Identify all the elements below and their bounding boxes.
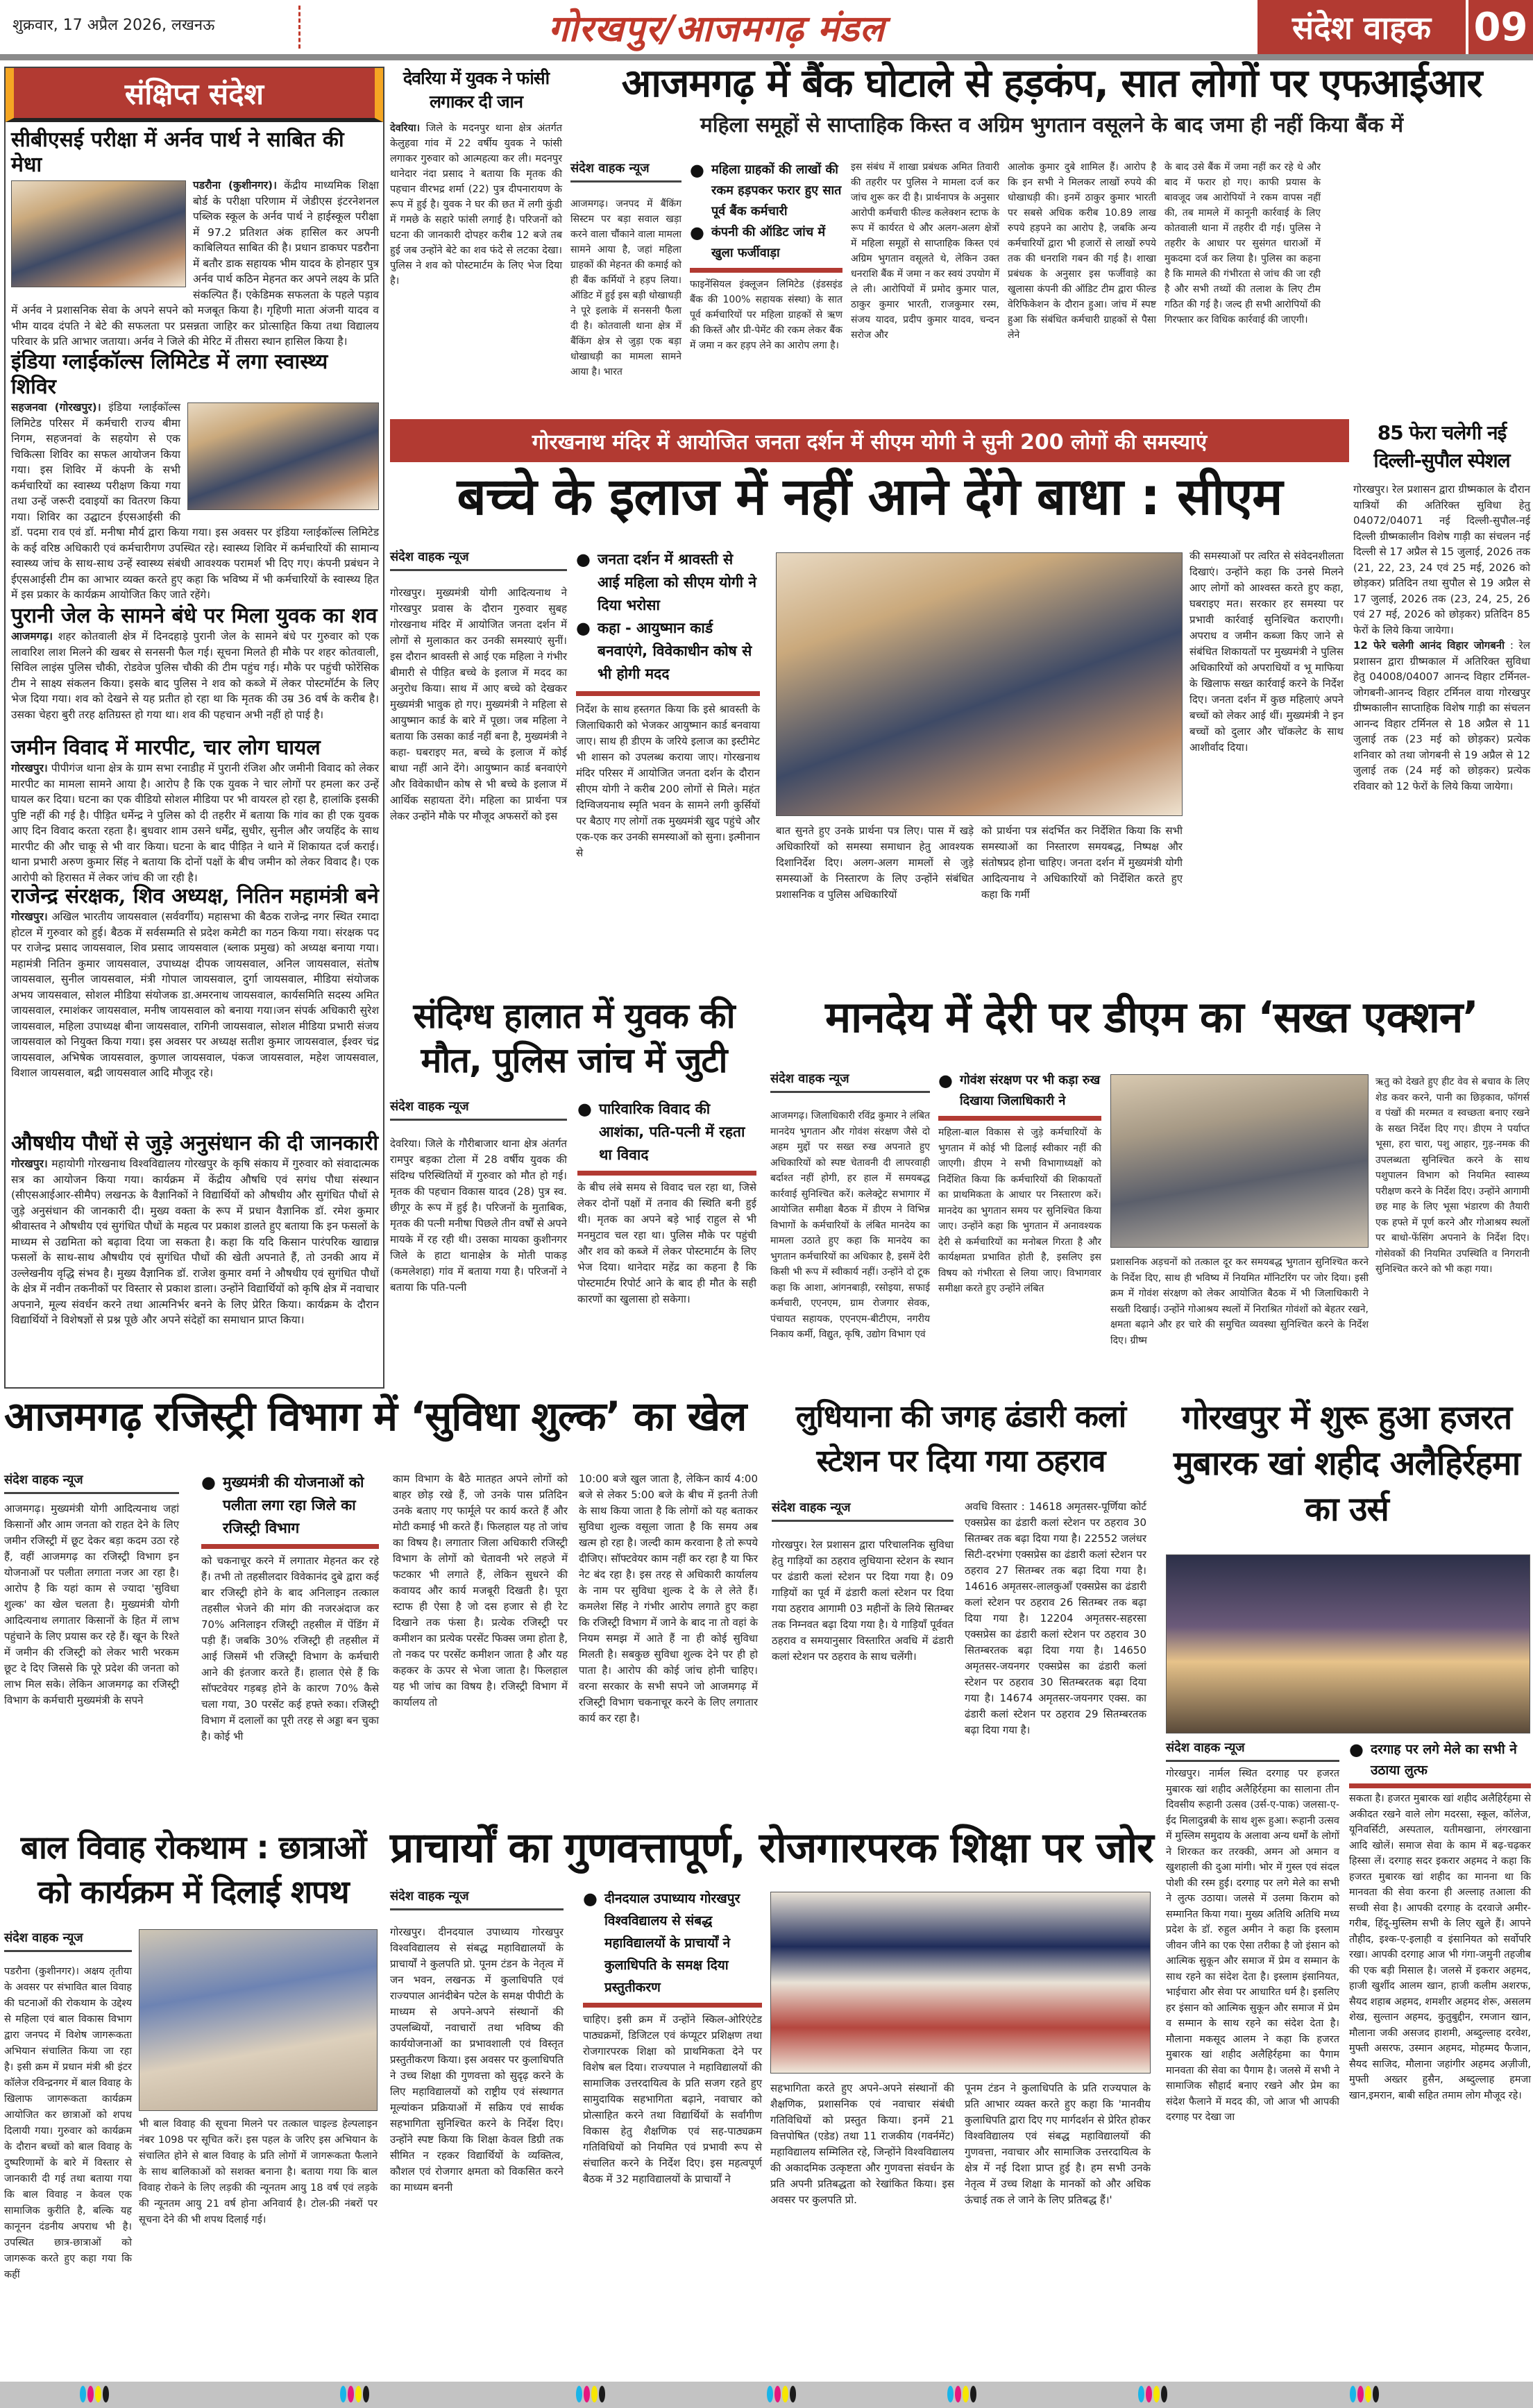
byline: संदेश वाहक न्यूज xyxy=(4,1471,179,1494)
story-column: इस संबंध में शाखा प्रबंधक अमित तिवारी की तहरीर पर पुलिस ने मामला दर्ज कर जांच शुरू कर दी है। प्रार्थनापत्र के अनुसार आरोपी कर्मचारी फील्ड कलेक्शन स्टाफ के रूप में कार्यरत थे और अलग-अलग क्षेत्रों में महिला समूहों से साप्ताहिक किस्त एवं अग्रिम भुगतान वसूलते थे, लेकिन उक्त धनराशि बैंक में जमा न कर स्वयं उपयोग में ले ली। आरोपियों में प्रमोद कुमार पाल, ठाकुर कुमार भारती, राजकुमार रस्म, संजय यादव, प्रदीप कुमार यादव, चन्दन सरोज और xyxy=(851,162,999,341)
story-title: बाल विवाह रोकथाम : छात्राओं को कार्यक्रम में दिलाई शपथ xyxy=(20,1829,366,1910)
brand-logo: संदेश वाहक xyxy=(1257,0,1466,54)
story-subtitle: महिला समूहों से साप्ताहिक किस्त व अग्रिम भुगतान वसूलने के बाद जमा ही नहीं किया बैंक में xyxy=(700,112,1404,137)
bullet-icon: ● xyxy=(201,1473,216,1492)
story-title: गोरखपुर में शुरू हुआ हजरत मुबारक खां शहीद अलैहिर्रहमा का उर्स xyxy=(1173,1398,1521,1529)
story-title: 85 फेरा चलेगी नई दिल्ली-सुपौल स्पेशल xyxy=(1373,421,1510,472)
story-column: गोरखपुर। दीनदयाल उपाध्याय गोरखपुर विश्वविद्यालय से संबद्ध महाविद्यालयों के प्राचार्यों ने कुलपति प्रो. पूनम टंडन के नेतृत्व में जन भवन, लखनऊ में कुलाधिपति एवं राज्यपाल आनंदीबेन पटेल के समक्ष पीपीटी के माध्यम से अपने-अपने संस्थानों की उपलब्धियों, नवाचारों तथा भविष्य की कार्ययोजनाओं का प्रभावशाली एवं विस्तृत प्रस्तुतीकरण किया। इस अवसर पर कुलाधिपति ने उच्च शिक्षा की गुणवत्ता को सुदृढ़ करने के लिए महाविद्यालयों को राष्ट्रीय एवं संस्थागत मूल्यांकन प्रक्रियाओं में सक्रिय एवं सार्थक सहभागिता सुनिश्चित करने के निर्देश दिए। उन्होंने स्पष्ट किया कि शिक्षा केवल डिग्री तक सीमित न रहकर विद्यार्थियों के व्यक्तित्व, कौशल एवं रोजगार क्षमता को विकसित करने का माध्यम बननी xyxy=(390,1926,564,2194)
story-subhead: 12 फेरे चलेगी आनंद विहार जोगबनी xyxy=(1353,639,1505,652)
brief-title: जमीन विवाद में मारपीट, चार लोग घायल xyxy=(11,736,321,760)
red-rule xyxy=(583,2003,762,2008)
brief-text: केंद्रीय माध्यमिक शिक्षा बोर्ड के परीक्षा परिणाम में जेडीएस इंटरनेशनल पब्लिक स्कूल के अर्नव पार्थ ने हाईस्कूल परीक्षा में 97.2 प्रतिशत अंक हासिल कर अपनी काबिलियत साबित की है। प्रधान डाकघर पडरौना में बतौर डाक सहायक भीम यादव के होनहार पुत्र अर्नव पार्थ कठिन मेहनत कर अपने लक्ष्य के प्रति संकल्पित हैं। एकेडिमक सफलता के पहले पड़ाव में अर्नव ने प्रशासनिक सेवा के अपने सपने को मजबूत किया है। गृहिणी माता अंजनी यादव व भीम यादव दंपति ने बेटे की सफलता पर प्रसन्नता जाहिर कर प्रोत्साहित किया तथा विद्यालय परिवार के प्रति आभार जताया। अर्नव ने जिले की मेरिट में तीसरा स्थान हासिल किया है। xyxy=(11,179,379,348)
bullet-text: दरगाह पर लगे मेले का सभी ने उठाया लुत्फ xyxy=(1370,1742,1517,1778)
brief-item xyxy=(11,128,379,350)
story-column: की समस्याओं पर त्वरित से संवेदनशीलता दिखाएं। उन्होंने कहा कि उनसे मिलने आए लोगों को आश्वस्त करते हुए कहा, घबराइए मत। सरकार हर समस्या पर प्रभावी कार्रवाई सुनिश्चित कराएगी। अपराध व जमीन कब्जा किए जाने से संबंधित शिकायतों पर मुख्यमंत्री ने पुलिस अधिकारियों को अपराधियों व भू माफिया के खिलाफ सख्त कार्रवाई करने के निर्देश दिए। जनता दर्शन में कुछ महिलाएं अपने बच्चों को लेकर आई थीं। मुख्यमंत्री ने इन बच्चों को दुलार और चॉकलेट के साथ आशीर्वाद दिया। xyxy=(1189,550,1344,754)
story-column: पूनम टंडन ने कुलाधिपति के प्रति राज्यपाल के प्रति आभार व्यक्त करते हुए कहा कि 'मानवीय कुलाधिपति द्वारा दिए गए मार्गदर्शन से प्रेरित होकर विश्वविद्यालय एवं संबद्ध महाविद्यालयों की गुणवत्ता, नवाचार और सामाजिक उत्तरदायित्व के क्षेत्र में नई दिशा प्राप्त हुई है। हम सभी उनके नेतृत्व में उच्च शिक्षा के मानकों को और अधिक ऊंचाई तक ले जाने के लिए प्रतिबद्ध हैं।' xyxy=(965,2082,1151,2206)
registration-mark xyxy=(767,2386,796,2402)
story-column: गोरखपुर। रेल प्रशासन द्वारा परिचालनिक सुविधा हेतु गाड़ियों का ठहराव लुधियाना स्टेशन के स्थान पर ढंडारी कलां स्टेशन पर दिया गया है। 09 गाड़ियों का पूर्व में ढंडारी कलां स्टेशन पर दिया गया ठहराव आगामी 03 महीनों के लिये सितम्बर तक निम्नवत बढ़ा दिया गया है। ये गाड़ियाँ पूर्ववत ठहराव व समयानुसार विस्तारित अवधि में ढंडारी कलां स्टेशन पर ठहराव के साथ चलेंगी। xyxy=(772,1538,954,1663)
story-column: भी बाल विवाह की सूचना मिलने पर तत्काल चाइल्ड हेल्पलाइन नंबर 1098 पर सूचित करें। इस पहल के जरिए इस अभियान के संचालित होने से बाल विवाह के प्रति लोगों में जागरूकता फैलाने के साथ बालिकाओं को सशक्त बनाना है। बताया गया कि बाल विवाह रोकने के लिए लड़की की न्यूनतम आयु 18 वर्ष एवं लड़के की न्यूनतम आयु 21 वर्ष होना अनिवार्य है। टोल-फ्री नंबरों पर सूचना देने की भी शपथ दिलाई गई। xyxy=(139,2119,378,2225)
story-text: गोरखपुर। रेल प्रशासन द्वारा ग्रीष्मकाल के दौरान यात्रियों की अतिरिक्त सुविधा हेतु 04072/04071 नई दिल्ली-सुपौल-नई दिल्ली ग्रीष्मकालीन विशेष गाड़ी का संचलन नई दिल्ली से 17 अप्रैल से 15 जुलाई, 2026 तक (21, 22, 23, 24 एवं 25 मई, 2026 को छोड़कर) प्रतिदिन तथा सुपौल से 19 अप्रैल से 17 जुलाई, 2026 तक (23, 24, 25, 26 एवं 27 मई, 2026 को छोड़कर) प्रतिदिन 85 फेरों के लिये किया जायेगा। xyxy=(1353,483,1530,636)
registration-strip xyxy=(0,2382,1533,2408)
bullet-icon: ● xyxy=(583,1889,598,1908)
story-bullets xyxy=(938,1070,1101,1112)
bullet-icon: ● xyxy=(690,223,704,242)
cm-col-2 xyxy=(576,548,760,978)
registration-mark xyxy=(576,2386,605,2402)
story-column: फाइनेंसियल इंक्लूजन लिमिटेड (इंडसइंड बैंक की 100% सहायक संस्था) के सात पूर्व कर्मचारियों पर महिला ग्राहकों से ऋण की किस्तें और प्री-पेमेंट की रकम लेकर बैंक में जमा न कर हड़प लेने का आरोप लगा है। xyxy=(690,279,842,351)
story-bank-scam xyxy=(570,62,1533,389)
story-deoria-suicide xyxy=(390,67,562,379)
brief-dateline: गोरखपुर। xyxy=(11,1158,48,1170)
bullet-text: गोवंश संरक्षण पर भी कड़ा रुख दिखाया जिलाधिकारी ने xyxy=(959,1073,1101,1108)
photo-principals-meeting xyxy=(770,1892,1151,2074)
story-bullets xyxy=(1349,1739,1531,1781)
story-column: सहभागिता करते हुए अपने-अपने संस्थानों की शैक्षणिक, प्रशासनिक एवं नवाचार संबंधी गतिविधियों को प्रस्तुत किया। इनमें 21 वित्तपोषित (एडेड) तथा 11 राजकीय (गवर्नमेंट) महाविद्यालय सम्मिलित रहे, जिन्होंने विश्वविद्यालय की अकादमिक उत्कृष्टता और गुणवत्ता संवर्धन के प्रति अपनी प्रतिबद्धता को रेखांकित किया। इस अवसर पर कुलपति प्रो. xyxy=(770,2082,954,2206)
story-bullets xyxy=(690,160,842,264)
bullet-icon: ● xyxy=(577,1099,592,1119)
brief-item xyxy=(11,884,379,1081)
brief-item xyxy=(11,736,379,885)
byline: संदेश वाहक न्यूज xyxy=(4,1929,132,1952)
byline: संदेश वाहक न्यूज xyxy=(1166,1739,1339,1762)
story-column: महिला-बाल विकास से जुड़े कर्मचारियों के भुगतान में कोई भी ढिलाई स्वीकार नहीं की जाएगी। डीएम ने सभी विभागाध्यक्षों को निर्देशित किया कि कर्मचारियों की शिकायतों का प्राथमिकता के आधार पर निस्तारण करें। मानदेय का भुगतान समय पर सुनिश्चित किया जाए। उन्होंने कहा कि भुगतान में अनावश्यक देरी से कर्मचारियों का मनोबल गिरता है और कार्यक्षमता प्रभावित होती है, इसलिए इस विषय को गंभीरता से लिया जाए। विभागवार समीक्षा करते हुए उन्होंने लंबित xyxy=(938,1127,1101,1294)
story-train-special xyxy=(1353,419,1530,988)
bullet-icon: ● xyxy=(576,618,591,638)
bullet-icon: ● xyxy=(576,550,591,569)
photo-health-camp xyxy=(187,402,379,510)
bullet-icon: ● xyxy=(938,1071,953,1090)
masthead-divider xyxy=(298,6,300,49)
photo-student-family xyxy=(11,180,186,287)
bullet-text: कंपनी की ऑडिट जांच में खुला फर्जीवाड़ा xyxy=(711,225,826,260)
story-bullets xyxy=(583,1888,762,1999)
brief-text: महायोगी गोरखनाथ विश्वविद्यालय गोरखपुर के कृषि संकाय में गुरुवार को संवादात्मक सत्र का आयोजन किया गया। कार्यक्रम में केंद्रीय औषधि एवं सगंध पौधा संस्थान (सीएसआईआर-सीमैप) लखनऊ के वैज्ञानिकों ने विद्यार्थियों को औषधीय और सुगंधित पौधों से जुड़े अनुसंधान की जानकारी दी। मुख्य वक्ता के रूप में प्रधान वैज्ञानिक डॉ. रमेश कुमार श्रीवास्तव ने औषधीय एवं सुगंधित पौधों के महत्व पर प्रकाश डालते हुए बताया कि इन फसलों के माध्यम से उद्यमिता को बढ़ावा दिया जा सकता है। कहा कि यदि किसान पारंपरिक खाद्यान्न फसलों के साथ-साथ औषधीय एवं सुगंधित पौधों की खेती अपनाते हैं, तो उनकी आय में उल्लेखनीय वृद्धि संभव है। मुख्य वैज्ञानिक डॉ. राजेश कुमार वर्मा ने औषधीय एवं सुगंधित पौधों के क्षेत्र में नवीन तकनीकों पर विस्तार से प्रकाश डाला। उन्होंने विद्यार्थियों को कृषि क्षेत्र में नवाचार अपनाने, मूल्य संवर्धन करने तथा आत्मनिर्भर बनने के लिए प्रेरित किया। कार्यक्रम के दौरान विद्यार्थियों ने विशेषज्ञों से प्रश्न पूछे और अपने संदेहों का समाधान प्राप्त किया। xyxy=(11,1158,379,1326)
photo-urs-dargah xyxy=(1166,1554,1530,1733)
story-title: संदिग्ध हालात में युवक की मौत, पुलिस जांच में जुटी xyxy=(413,996,735,1080)
brief-title: राजेन्द्र संरक्षक, शिव अध्यक्ष, नितिन महामंत्री बने xyxy=(11,884,379,908)
story-principals xyxy=(390,1825,1153,2380)
story-column: बात सुनते हुए उनके प्रार्थना पत्र लिए। पास में खड़े अधिकारियों को समस्या समाधान हेतु आवश्यक दिशानिर्देश दिए। अलग-अलग मामलों से जुड़े समस्याओं के निस्तारण के लिए उन्होंने संबंधित प्रशासनिक व पुलिस अधिकारियों xyxy=(776,824,974,901)
bullet-text: महिला ग्राहकों की लाखों की रकम हड़पकर फरार हुए सात पूर्व बैंक कर्मचारी xyxy=(711,162,842,219)
byline: संदेश वाहक न्यूज xyxy=(390,1098,567,1121)
story-column: को चकनाचूर करने में लगातार मेहनत कर रहे हैं। तभी तो तहसीलदार विवेकानंद दुबे द्वारा कई बार रजिस्ट्री होने के बाद अनिलाइन तत्काल तहसील भेजने की मांग की नजरअंदाज कर 70% अनिलाइन रजिस्ट्री तहसील में पेंडिंग में पड़ी हैं। जबकि 30% रजिस्ट्री ही तहसील में आई जिसमें भी रजिस्ट्री विभाग के कर्मचारी आने की इंतजार करते हैं। हालात ऐसे हैं कि सॉफ्टवेयर गड़बड़ होने के कारण 70% कैसे चला गया, 30 परसेंट कई हफ्ते रुका। रजिस्ट्री विभाग में दलालों का पूरी तरह से अड्डा बन चुका है। कोई भी xyxy=(201,1554,379,1743)
brief-text: इंडिया ग्लाईकॉल्स लिमिटेड परिसर में कर्मचारी राज्य बीमा निगम, सहजनवां के सहयोग से एक चिकित्सा शिविर का सफल आयोजन किया गया। इस शिविर में कंपनी के सभी कर्मचारियों का स्वास्थ्य परीक्षण किया गया तथा उन्हें जरूरी दवाइयों का वितरण किया गया। शिविर का उद्घाटन ईएसआईसी की डॉ. पदमा राव एवं डॉ. मनीषा मौर्य द्वारा किया गया। इस अवसर पर इंडिया ग्लाईकॉल्स लिमिटेड के कई वरिष्ठ अधिकारी एवं कर्मचारीगण उपस्थित रहे। स्वास्थ्य शिविर में कर्मचारियों की सामान्य स्वास्थ्य जांच के साथ-साथ उन्हें स्वास्थ्य संबंधी आवश्यक परामर्श भी दिए गए। कंपनी प्रबंधन ने ईएसआईसी टीम का आभार व्यक्त करते हुए कहा कि भविष्य में भी कर्मचारियों के स्वास्थ्य हित में इस प्रकार के कार्यक्रम आयोजित किए जाते रहेंगे। xyxy=(11,401,379,601)
story-dm-action xyxy=(770,994,1533,1389)
red-rule xyxy=(690,268,842,273)
brief-title: सीबीएसई परीक्षा में अर्नव पार्थ ने साबित की मेधा xyxy=(11,128,344,177)
story-text: जिले के मदनपुर थाना क्षेत्र अंतर्गत केलुहवा गांव में 22 वर्षीय युवक ने फांसी लगाकर गुरुवार को आत्महत्या कर ली। मदनपुर थानेदार नंदा प्रसाद ने बताया कि मृतक की पहचान वीरभद्र शर्मा (22) पुत्र दीपनारायण के रूप में हुई है। युवक ने घर की छत में लगी कुंडी में गमछे के सहारे फांसी लगाई है। परिजनों को घटना की जानकारी दोपहर करीब 12 बजे तब हुई जब उन्होंने बेटे का शव फंदे से लटका देखा। पुलिस ने शव को पोस्टमार्टम के लिए भेज दिया है। xyxy=(390,123,562,287)
brief-text: अखिल भारतीय जायसवाल (सर्ववर्गीय) महासभा की बैठक राजेन्द्र नगर स्थित रमादा होटल में गुरुवार को हुई। बैठक में सर्वसम्मति से प्रदेश कमेटी का गठन किया गया। संरक्षक पद पर राजेन्द्र प्रसाद जायसवाल, शिव प्रसाद जायसवाल (ब्लाक प्रमुख) को अध्यक्ष बनाया गया। महामंत्री नितिन कुमार जायसवाल, उपाध्यक्ष दीपक जायसवाल, अनिल जायसवाल, संतोष जायसवाल, सुनील जायसवाल, मंत्री गोपाल जायसवाल, दुर्गा जायसवाल, मीडिया संयोजक अभय जायसवाल, सोशल मीडिया संयोजक डा.अमरनाथ जायसवाल, कार्यसमिति सदस्य अमित जायसवाल, रमाशंकर जायसवाल, मनीष जायसवाल को बनाया गया।जन संपर्क अधिकारी सुरेश जायसवाल, महिला उपाध्यक्ष बीना जायसवाल, रागिनी जायसवाल, सोशल मीडिया प्रभारी संजय जायसवाल को नियुक्त किया गया। इस अवसर पर अध्यक्ष सतीश कुमार जायसवाल, ईश्वर चंद्र जायसवाल, अभिषेक जायसवाल, कुणाल जायसवाल, पंकज जायसवाल, महेश जायसवाल, विशाल जायसवाल, बद्री जायसवाल आदि मौजूद रहे। xyxy=(11,910,379,1079)
story-column: ऋतु को देखते हुए हीट वेव से बचाव के लिए शेड कवर करने, पानी का छिड़काव, फॉगर्स व पंखों की मरम्मत व स्वच्छता बनाए रखने के सख्त निर्देश दिए गए। डीएम ने पर्याप्त भूसा, हरा चारा, पशु आहार, गुड़-नमक की उपलब्धता सुनिश्चित करने के साथ पशुपालन विभाग को नियमित स्वास्थ्य परीक्षण करने के निर्देश दिए। उन्होंने आगामी छह माह के लिए भूसा भंडारण की तैयारी एक हफ्ते में पूर्ण करने और गोआश्रय स्थलों पर बाधो-फेंसिंग अपनाने के निर्देश दिए। गोसेवकों की नियमित उपस्थिति व निगरानी सुनिश्चित करने को भी कहा गया। xyxy=(1375,1076,1530,1275)
story-column: देवरिया। जिले के गौरीबाजार थाना क्षेत्र अंतर्गत रामपुर बड़का टोला में 28 वर्षीय युवक की संदिग्ध परिस्थितियों में गुरुवार को मौत हो गई। मृतक की पहचान विकास यादव (28) पुत्र स्व. छीगूर के रूप में हुई है। परिजनों के मुताबिक, मृतक की पत्नी मनीषा पिछले तीन वर्षों से अपने मायके में रह रही थी। उसका मायका कुशीनगर जिले के हाटा थानाक्षेत्र के मोती पाकड़ (कमलेशहा) गांव में बताया गया है। परिजनों ने बताया कि पति-पत्नी xyxy=(390,1137,567,1294)
page-number: 09 xyxy=(1466,0,1533,54)
red-rule xyxy=(576,691,760,696)
bullet-text: कहा - आयुष्मान कार्ड बनवाएंगे, विवेकाधीन कोष से भी होगी मदद xyxy=(597,620,752,682)
brief-dateline: आजमगढ़। xyxy=(11,630,53,643)
story-title: मानदेय में देरी पर डीएम का ‘सख्त एक्शन’ xyxy=(825,992,1478,1042)
registration-mark xyxy=(947,2386,976,2402)
story-child-marriage xyxy=(4,1825,382,2380)
story-column: काम विभाग के बैठे मातहत अपने लोगों को बाहर छोड़ रखे हैं, जो उनके पास प्रतिदिन उनके बताए गए फार्मूले पर कार्य करते हैं और मोटी कमाई भी करते हैं। फिलहाल यह तो जांच का विषय है। लगातार जिला अधिकारी रजिस्ट्री विभाग के लोगों को चेतावनी भरे लहजे में फटकार भी लगाते हैं, लेकिन सुधरने की कवायद और कार्य मजबूरी दिखती है। पूरा स्टाफ ही ऐसा है जो दस हजार से ही रेट दिखाने तक फंसा है। प्रत्येक रजिस्ट्री पर कमीशन का प्रत्येक परसेंट फिक्स जमा होता है, तो नकद पर परसेंट कमीशन जाता है और यह कहकर के ऊपर से भेजा जाता है। फिलहाल यह भी जांच का विषय है। रजिस्ट्री विभाग में कार्यालय तो xyxy=(393,1473,568,1709)
story-urs xyxy=(1160,1395,1533,2380)
brief-dateline: गोरखपुर। xyxy=(11,762,48,774)
registration-mark xyxy=(340,2386,369,2402)
bullet-text: मुख्यमंत्री की योजनाओं को पलीता लगा रहा जिले का रजिस्ट्री विभाग xyxy=(222,1474,364,1536)
story-column: आलोक कुमार दुबे शामिल हैं। आरोप है कि इन सभी ने मिलकर लाखों रुपये की धोखाधड़ी की। इनमें ठाकुर कुमार भारती पर सबसे अधिक करीब 10.89 लाख रुपये हड़पने का आरोप है, जबकि अन्य कर्मचारियों द्वारा भी हजारों से लाखों रुपये तक की धनराशि गबन की गई है। शाखा प्रबंधक के अनुसार इस फर्जीवाड़े का खुलासा कंपनी की ऑडिट टीम द्वारा फील्ड वेरिफिकेशन के दौरान हुआ। जांच में स्पष्ट हुआ कि संबंधित कर्मचारी ग्राहकों से पैसा लेने xyxy=(1008,162,1156,341)
story-column: पडरौना (कुशीनगर)। अक्षय तृतीया के अवसर पर संभावित बाल विवाह की घटनाओं की रोकथाम के उद्देश्य से महिला एवं बाल विकास विभाग द्वारा जनपद में विशेष जागरूकता अभियान संचालित किया जा रहा है। इसी क्रम में प्रधान मंत्री श्री इंटर कॉलेज रविन्द्रनगर में बाल विवाह के खिलाफ जागरूकता कार्यक्रम आयोजित कर छात्राओं को शपथ दिलायी गया। गुरुवार को कार्यक्रम के दौरान बच्चों को बाल विवाह के दुष्परिणामों के बारे में विस्तार से जानकारी दी गई तथा बताया गया कि बाल विवाह न केवल एक सामाजिक कुरीति है, बल्कि यह कानूनन दंडनीय अपराध भी है। उपस्थित छात्र-छात्राओं को जागरूक करते हुए कहा गया कि कहीं xyxy=(4,1966,132,2280)
story-bullets xyxy=(577,1098,756,1167)
story-registry xyxy=(4,1395,761,1797)
registration-mark xyxy=(1350,2386,1379,2402)
story-suspicious-death xyxy=(390,994,758,1389)
story-bullets xyxy=(576,548,760,686)
story-column: निर्देश के साथ हस्तगत किया कि इसे श्रावस्ती के जिलाधिकारी को भेजकर आयुष्मान कार्ड बनवाया जाए। साथ ही डीएम के जरिये इलाज का इस्टीमेट भी शासन को उपलब्ध कराया जाए। गोरखनाथ मंदिर परिसर में आयोजित जनता दर्शन के दौरान सीएम योगी ने करीब 200 लोगों से मिले। महंत दिग्विजयनाथ स्मृति भवन के सामने लगी कुर्सियों पर बैठाए गए लोगों तक मुख्यमंत्री खुद पहुंचे और एक-एक कर उनकी समस्याओं को सुना। इत्मीनान से xyxy=(576,703,760,859)
byline: संदेश वाहक न्यूज xyxy=(390,548,567,571)
bullet-text: जनता दर्शन में श्रावस्ती से आई महिला को सीएम योगी ने दिया भरोसा xyxy=(597,551,757,613)
brief-dateline: सहजनवा (गोरखपुर)। xyxy=(11,401,101,414)
brief-item xyxy=(11,604,379,722)
red-rule xyxy=(938,1116,1101,1121)
story-title-cm: बच्चे के इलाज में नहीं आने देंगे बाधा : सीएम xyxy=(457,467,1282,527)
story-column: गोरखपुर। नार्मल स्थित दरगाह पर हजरत मुबारक खां शहीद अलैहिर्रहमा का सालाना तीन दिवसीय रूहानी उत्सव (उर्स-ए-पाक) जलसा-ए-ईद मिलादुन्नबी के साथ शुरू हुआ। रूहानी उत्सव में मुस्लिम समुदाय के अलावा अन्य धर्मों के लोगों ने शिरकत कर तरक्की, अमन ओ अमान व खुशहाली की दुआ मांगी। भोर में गुस्ल एवं संदल पोशी की रस्म हुई। दरगाह पर लगे मेले का सभी ने लुत्फ उठाया। जलसे में उलमा किराम को सम्मानित किया गया। मुख्य अतिथि अतिथि मध्य प्रदेश के डॉ. रुहुल अमीन ने कहा कि इस्लाम जीवन जीने का एक ऐसा तरीका है जो इंसान को आत्मिक सुकून और समाज में प्रेम व सम्मान के साथ रहने का संदेश देता है। इस्लाम इंसानियत, भाईचारा और सेवा पर आधारित धर्म है। इसलिए हर इंसान को आत्मिक सुकून और समाज में प्रेम व सम्मान के साथ रहने का संदेश देता है। मौलाना मकसूद आलम ने कहा कि हजरत मुबारक खां शहीद अलैहिर्रहमा का पैगाम मानवता की सेवा का पैगाम है। जलसे में सभी ने सामाजिक सौहार्द बनाए रखने और प्रेम का संदेश फैलाने में मदद की, जो आज भी आपकी दरगाह पर देखा जा xyxy=(1166,1768,1339,2123)
story-title: देवरिया में युवक ने फांसी लगाकर दी जान xyxy=(403,68,550,112)
byline: संदेश वाहक न्यूज xyxy=(570,160,681,183)
brief-title: औषधीय पौधों से जुड़े अनुसंधान की दी जानकारी xyxy=(11,1131,379,1155)
bullet-text: पारिवारिक विवाद की आशंका, पति-पत्नी में रहता था विवाद xyxy=(598,1101,745,1163)
bullet-icon: ● xyxy=(690,160,704,180)
kicker-banner: गोरखनाथ मंदिर में आयोजित जनता दर्शन में सीएम योगी ने सुनी 200 लोगों की समस्याएं xyxy=(390,419,1349,462)
registration-mark xyxy=(1138,2386,1167,2402)
brief-text: शहर कोतवाली क्षेत्र में दिनदहाड़े पुरानी जेल के सामने बंधे पर गुरुवार को एक लावारिश लाश मिलने की खबर से सनसनी फैल गई। सूचना मिलते ही मौके पर शहर कोतवाली, सिविल लाइंस पुलिस चौकी, रोडवेज पुलिस चौकी की टीम पहुंच गई। मौके पर पहुंची फोरेंसिक टीम ने साक्ष्य संकलन किया। इसके बाद पुलिस ने शव को कब्जे में लेकर पोस्टमॉर्टम के लिए भेज दिया गया। शव को देखने से यह प्रतीत हो रहा था कि मृतक की उम्र 36 वर्ष के करीब है। उसका चेहरा बुरी तरह क्षतिग्रस्त हो गया था। शव की पहचान अभी नहीं हो पाई है। xyxy=(11,630,379,721)
byline: संदेश वाहक न्यूज xyxy=(770,1070,930,1093)
story-dateline: देवरिया। xyxy=(390,123,421,134)
brief-text: पीपीगंज थाना क्षेत्र के ग्राम सभा रनाडीह में पुरानी रंजिश और जमीनी विवाद को लेकर मारपीट का मामला सामने आया है। आरोप है कि एक युवक ने चार लोगों पर हमला कर उन्हें घायल कर दिया। घटना का एक वीडियो सोशल मीडिया पर भी वायरल हो रहा है, हालांकि इसकी पुष्टि नहीं की गई है। पीड़ित धर्मेन्द्र ने पुलिस को दी तहरीर में बताया कि गांव का ही एक युवक आए दिन विवाद करता रहता है। बुधवार शाम उसने धर्मेंद्र, सुधीर, सुनील और जयहिंद के साथ मारपीट की और चाकू से भी वार किया। घटना के बाद पीड़ित ने थाने में शिकायत दर्ज कराई। थाना प्रभारी अरुण कुमार सिंह ने बताया कि दोनों पक्षों के बीच जमीन को लेकर विवाद है। एक आरोपी को हिरासत में लेकर जांच की जा रही है। xyxy=(11,762,379,884)
story-column: गोरखपुर। मुख्यमंत्री योगी आदित्यनाथ ने गोरखपुर प्रवास के दौरान गुरुवार सुबह गोरखनाथ मंदिर में आयोजित जनता दर्शन में लोगों से मुलाकात कर उनकी समस्याएं सुनीं। इस दौरान श्रावस्ती से आई एक महिला ने गंभीर बीमारी से पीड़ित बच्चे के इलाज में मदद का अनुरोध किया। साथ में आए बच्चे को देखकर मुख्यमंत्री भावुक हो गए। मुख्यमंत्री ने महिला से आयुष्मान कार्ड के बारे में पूछा। जब महिला ने बताया कि उसका कार्ड नहीं बना है, मुख्यमंत्री ने कहा- घबराइए मत, बच्चे के इलाज में कोई बाधा नहीं आने देंगे। आयुष्मान कार्ड बनवाएंगे और विवेकाधीन कोष से भी बच्चे के इलाज में आर्थिक सहायता देंगे। महिला का प्रार्थना पत्र लेकर उन्होंने मौके पर मौजूद अफसरों को इस xyxy=(390,586,567,822)
brief-item xyxy=(11,1131,379,1328)
brief-title: इंडिया ग्लाईकॉल्स लिमिटेड में लगा स्वास्थ्य शिविर xyxy=(11,350,328,399)
date-line: शुक्रवार, 17 अप्रैल 2026, लखनऊ xyxy=(12,17,215,34)
story-title: आजमगढ़ रजिस्ट्री विभाग में ‘सुविधा शुल्क’ का खेल xyxy=(4,1393,747,1440)
bullet-text: दीनदयाल उपाध्याय गोरखपुर विश्वविद्यालय से संबद्ध महाविद्यालयों के प्राचार्यों ने कुलाधिपति के समक्ष दिया प्रस्तुतीकरण xyxy=(604,1891,740,1995)
registration-mark xyxy=(80,2386,109,2402)
briefs-column xyxy=(4,67,384,1389)
masthead xyxy=(0,0,1533,54)
story-column: को प्रार्थना पत्र संदर्भित कर निर्देशित किया कि सभी समस्याओं का निस्तारण समयबद्ध, निष्पक्ष और संतोषप्रद होना चाहिए। जनता दर्शन में मुख्यमंत्री योगी आदित्यनाथ ने अधिकारियों को निर्देशित करते हुए कहा कि गर्मी xyxy=(981,824,1183,901)
section-title: गोरखपुर/आजमगढ़ मंडल xyxy=(548,8,885,50)
story-column: के बाद उसे बैंक में जमा नहीं कर रहे थे और बाद में फरार हो गए। काफी प्रयास के बावजूद जब आरोपियों ने रकम वापस नहीं की, तब मामले में कानूनी कार्रवाई के लिए कोतवाली थाना में तहरीर दी गई। पुलिस ने तहरीर के आधार पर सुसंगत धाराओं में मुकदमा दर्ज कर लिया है। पुलिस का कहना है कि मामले की गंभीरता से जांच की जा रही है और सभी तथ्यों की तलाश के लिए टीम गठित की गई है। जल्द ही सभी आरोपियों की गिरफ्तार कर विधिक कार्रवाई की जाएगी। xyxy=(1164,162,1321,325)
byline: संदेश वाहक न्यूज xyxy=(772,1499,954,1522)
story-column: 10:00 बजे खुल जाता है, लेकिन कार्य 4:00 बजे से लेकर 5:00 बजे के बीच में इतनी तेजी के साथ किया जाता है कि लोगों को यह बताकर सुविधा शुल्क वसूला जाता है कि समय अब खत्म हो रहा है। जल्दी काम करवाना है तो रूपये दीजिए। सॉफ्टवेयर काम नहीं कर रहा है या फिर नेट बंद रहा है। इस तरह से अधिकारी कार्यालय के नाम पर सुविधा शुल्क दे के ले लेते हैं। कमलेश सिंह ने गंभीर आरोप लगाते हुए कहा कि रजिस्ट्री विभाग में जाने के बाद ना तो वहां के नियम समझ में आते हैं ना ही कोई सुविधा मिलती है। सबकुछ सुविधा शुल्क देने पर ही हो पाता है। आरोप की कोई जांच होनी चाहिए। वरना सरकार के सभी सपने जो आजमगढ़ में रजिस्ट्री विभाग चकनाचूर करने के लिए लगातार कार्य कर रहा है। xyxy=(579,1473,758,1724)
story-bullets xyxy=(201,1471,379,1540)
brief-title: पुरानी जेल के सामने बंधे पर मिला युवक का शव xyxy=(11,604,378,628)
bullet-icon: ● xyxy=(1349,1740,1364,1759)
briefs-banner: संक्षिप्त संदेश xyxy=(6,68,383,122)
brief-dateline: गोरखपुर। xyxy=(11,910,48,923)
photo-cm-janata-darshan xyxy=(776,552,1183,816)
story-title: आजमगढ़ में बैंक घोटाले से हड़कंप, सात लोगों पर एफआईआर xyxy=(621,61,1482,106)
story-text: : रेल प्रशासन द्वारा ग्रीष्मकाल में अतिरिक्त सुविधा हेतु 04008/04007 आनन्द विहार टर्मिनल-जोगबनी-आनन्द विहार टर्मिनल वाया गोरखपुर ग्रीष्मकालीन साप्ताहिक विशेष गाड़ी का संचलन आनन्द विहार टर्मिनल से 18 अप्रैल से 11 जुलाई तक (23 मई को छोड़कर) प्रत्येक शनिवार को तथा जोगबनी से 19 अप्रैल से 12 जुलाई तक (24 मई को छोड़कर) प्रत्येक रविवार को 12 फेरों के लिये किया जायेगा। xyxy=(1353,639,1530,792)
brief-dateline: पडरौना (कुशीनगर)। xyxy=(193,179,277,192)
red-rule xyxy=(577,1171,756,1176)
story-column: आजमगढ़। जिलाधिकारी रविंद्र कुमार ने लंबित मानदेय भुगतान और गोवंश संरक्षण जैसे दो अहम मुद्दों पर सख्त रुख अपनाते हुए अधिकारियों को स्पष्ट चेतावनी दी लापरवाही बर्दाश्त नहीं होगी, हर हाल में समयबद्ध कार्रवाई सुनिश्चित करें। कलेक्ट्रेट सभागार में आयोजित समीक्षा बैठक में डीएम ने विभिन्न विभागों के कर्मचारियों के लंबित मानदेय का मामला उठाते हुए कहा कि मानदेय का भुगतान कर्मचारियों का अधिकार है, इसमें देरी किसी भी रूप में स्वीकार्य नहीं। उन्होंने दो टूक कहा कि आशा, आंगनबाड़ी, रसोइया, सफाई कर्मचारी, एएनएम, ग्राम रोजगार सेवक, पंचायत सहायक, एएनएम-बीटीएम, नगरीय निकाय कर्मी, विद्युत, कृषि, उद्योग विभाग एवं xyxy=(770,1110,930,1340)
story-column: सकता है। हजरत मुबारक खां शहीद अलैहिर्रहमा से अकीदत रखने वाले लोग मदरसा, स्कूल, कॉलेज, यूनिवर्सिटी, अस्पताल, यतीमखाना, लंगरखाना आदि खोलें। समाज सेवा के काम में बढ़-चढ़कर हिस्सा लें। दरगाह सदर इकरार अहमद ने कहा कि हजरत मुबारक खां शहीद का मानना था कि मानवता की सेवा करना ही अल्लाह तआला की सच्ची सेवा है। आपकी दरगाह के दरवाजे अमीर-गरीब, हिंदू-मुस्लिम सभी के लिए खुले हैं। आपने तौहीद, इश्क-ए-इलाही व इंसानियत को सर्वोपरि रखा। आपकी दरगाह आज भी गंगा-जमुनी तहजीब की एक बड़ी मिसाल है। जलसे में इकरार अहमद, हाजी खुर्शीद आलम खान, हाजी कलीम अशरफ, सैयद शहाब अहमद, शमशीर अहमद शेरू, असलम शेख, सुल्तान अहमद, कुतुबुद्दीन, रमजान खान, मौलाना जकी असजद हाशमी, अब्दुल्लाह दरवेश, मुफ्ती असरफ, उस्मान अहमद, मोहम्मद फैजान, सैयद साजिद, मौलाना जहांगीर अहमद अज़ीजी, मुफ्ती अख्तर हुसैन, अब्दुल्लाह हमजा खान,इमरान, बाबी सहित तमाम लोग मौजूद रहे। xyxy=(1349,1793,1531,2101)
red-rule xyxy=(1349,1783,1531,1788)
story-column: आजमगढ़। जनपद में बैंकिंग सिस्टम पर बड़ा सवाल खड़ा करने वाला चौंकाने वाला मामला सामने आया है, जहां महिला ग्राहकों की मेहनत की कमाई को ही बैंक कर्मियों ने हड़प लिया। ऑडिट में हुई इस बड़ी धोखाधड़ी ने पूरे इलाके में सनसनी फैला दी है। कोतवाली थाना क्षेत्र में बैंकिंग क्षेत्र से जुड़ा एक बड़ा धोखाधड़ी का मामला सामने आया है। भारत xyxy=(570,198,681,378)
story-column: आजमगढ़। मुख्यमंत्री योगी आदित्यनाथ जहां किसानों और आम जनता को राहत देने के लिए जमीन रजिस्ट्री में छूट देकर बड़ा कदम उठा रहे हैं, वहीं आजमगढ़ का रजिस्ट्री विभाग इन योजनाओं पर पलीता लगाता नजर आ रहा है। आरोप है कि यहां काम से ज्यादा 'सुविधा शुल्क' का खेल चलता है। मुख्यमंत्री योगी आदित्यनाथ लगातार किसानों के हित में लाभ पहुंचाने के लिए प्रयास कर रहे हैं। खून के रिश्ते में जमीन की रजिस्ट्री को लेकर भारी भरकम छूट दे दिए जिससे कि पूरे प्रदेश की जनता को लाभ मिल सके। लेकिन आजमगढ़ का रजिस्ट्री विभाग के कर्मचारी मुख्यमंत्री के सपने xyxy=(4,1502,179,1706)
brief-item xyxy=(11,350,379,603)
photo-dm-meeting xyxy=(1110,1074,1369,1248)
masthead-rule xyxy=(0,54,1533,60)
story-title: प्राचार्यों का गुणवत्तापूर्ण, रोजगारपरक शिक्षा पर जोर xyxy=(390,1824,1153,1872)
story-column: प्रशासनिक अड़चनों को तत्काल दूर कर समयबद्ध भुगतान सुनिश्चित करने के निर्देश दिए, साथ ही भविष्य में नियमित मॉनिटरिंग पर जोर दिया। इसी क्रम में गोवंश संरक्षण को लेकर आयोजित बैठक में भी जिलाधिकारी ने सख्ती दिखाई। उन्होंने गोआश्रय स्थलों में निराश्रित गोवंशों को बेहतर रखने, क्षमता बढ़ाने और हर चारे की समुचित व्यवस्था सुनिश्चित करने के निर्देश दिए। ग्रीष्म xyxy=(1110,1257,1369,1346)
story-column: चाहिए। इसी क्रम में उन्होंने स्किल-ओरिएंटेड पाठ्यक्रमों, डिजिटल एवं कंप्यूटर प्रशिक्षण तथा रोजगारपरक शिक्षा को प्राथमिकता देने पर विशेष बल दिया। राज्यपाल ने महाविद्यालयों की सामाजिक उत्तरदायित्व के प्रति सजग रहते हुए सामुदायिक सहभागिता बढ़ाने, नवाचार को प्रोत्साहित करने तथा विद्यार्थियों के सर्वांगीण विकास हेतु शैक्षणिक एवं सह-पाठ्यक्रम गतिविधियों को नियमित एवं प्रभावी रूप से संचालित करने के निर्देश दिए। इस महत्वपूर्ण बैठक में 32 महाविद्यालयों के प्राचार्यों ने xyxy=(583,2013,762,2185)
photo-students-rally xyxy=(139,1929,378,2111)
byline: संदेश वाहक न्यूज xyxy=(390,1888,564,1910)
story-title: लुधियाना की जगह ढंडारी कलां स्टेशन पर दिया गया ठहराव xyxy=(795,1399,1126,1479)
cm-col-1 xyxy=(390,548,567,978)
red-rule xyxy=(201,1544,379,1549)
story-ludhiana xyxy=(772,1395,1150,1825)
story-column: के बीच लंबे समय से विवाद चल रहा था, जिसे लेकर दोनों पक्षों में तनाव की स्थिति बनी हुई थी। मृतक का अपने बड़े भाई राहुल से भी मनमुटाव चल रहा था। पुलिस मौके पर पहुंची और शव को कब्जे में लेकर पोस्टमार्टम के लिए भेज दिया। थानेदार महेंद्र का कहना है कि पोस्टमार्टम रिपोर्ट आने के बाद ही मौत के सही कारणों का खुलासा हो सकेगा। xyxy=(577,1181,756,1305)
story-column: अवधि विस्तार : 14618 अमृतसर-पूर्णिया कोर्ट एक्सप्रेस का ढंडारी कलां स्टेशन पर ठहराव 30 सितम्बर तक बढ़ा दिया गया है। 22552 जलंधर सिटी-दरभंगा एक्सप्रेस का ढंडारी कलां स्टेशन पर ठहराव 27 सितम्बर तक बढ़ा दिया गया है। 14616 अमृतसर-लालकुआँ एक्सप्रेस का ढंडारी कलां स्टेशन पर ठहराव 26 सितम्बर तक बढ़ा दिया गया है। 12204 अमृतसर-सहरसा एक्सप्रेस का ढंडारी कलां स्टेशन पर ठहराव 30 सितम्बरतक बढ़ा दिया गया है। 14650 अमृतसर-जयनगर एक्सप्रेस का ढंडारी कलां स्टेशन पर ठहराव 30 सितम्बरतक बढ़ा दिया गया है। 14674 अमृतसर-जयनगर एक्स. का ढंडारी कलां स्टेशन पर ठहराव 29 सितम्बरतक बढ़ा दिया गया है। xyxy=(965,1500,1146,1736)
